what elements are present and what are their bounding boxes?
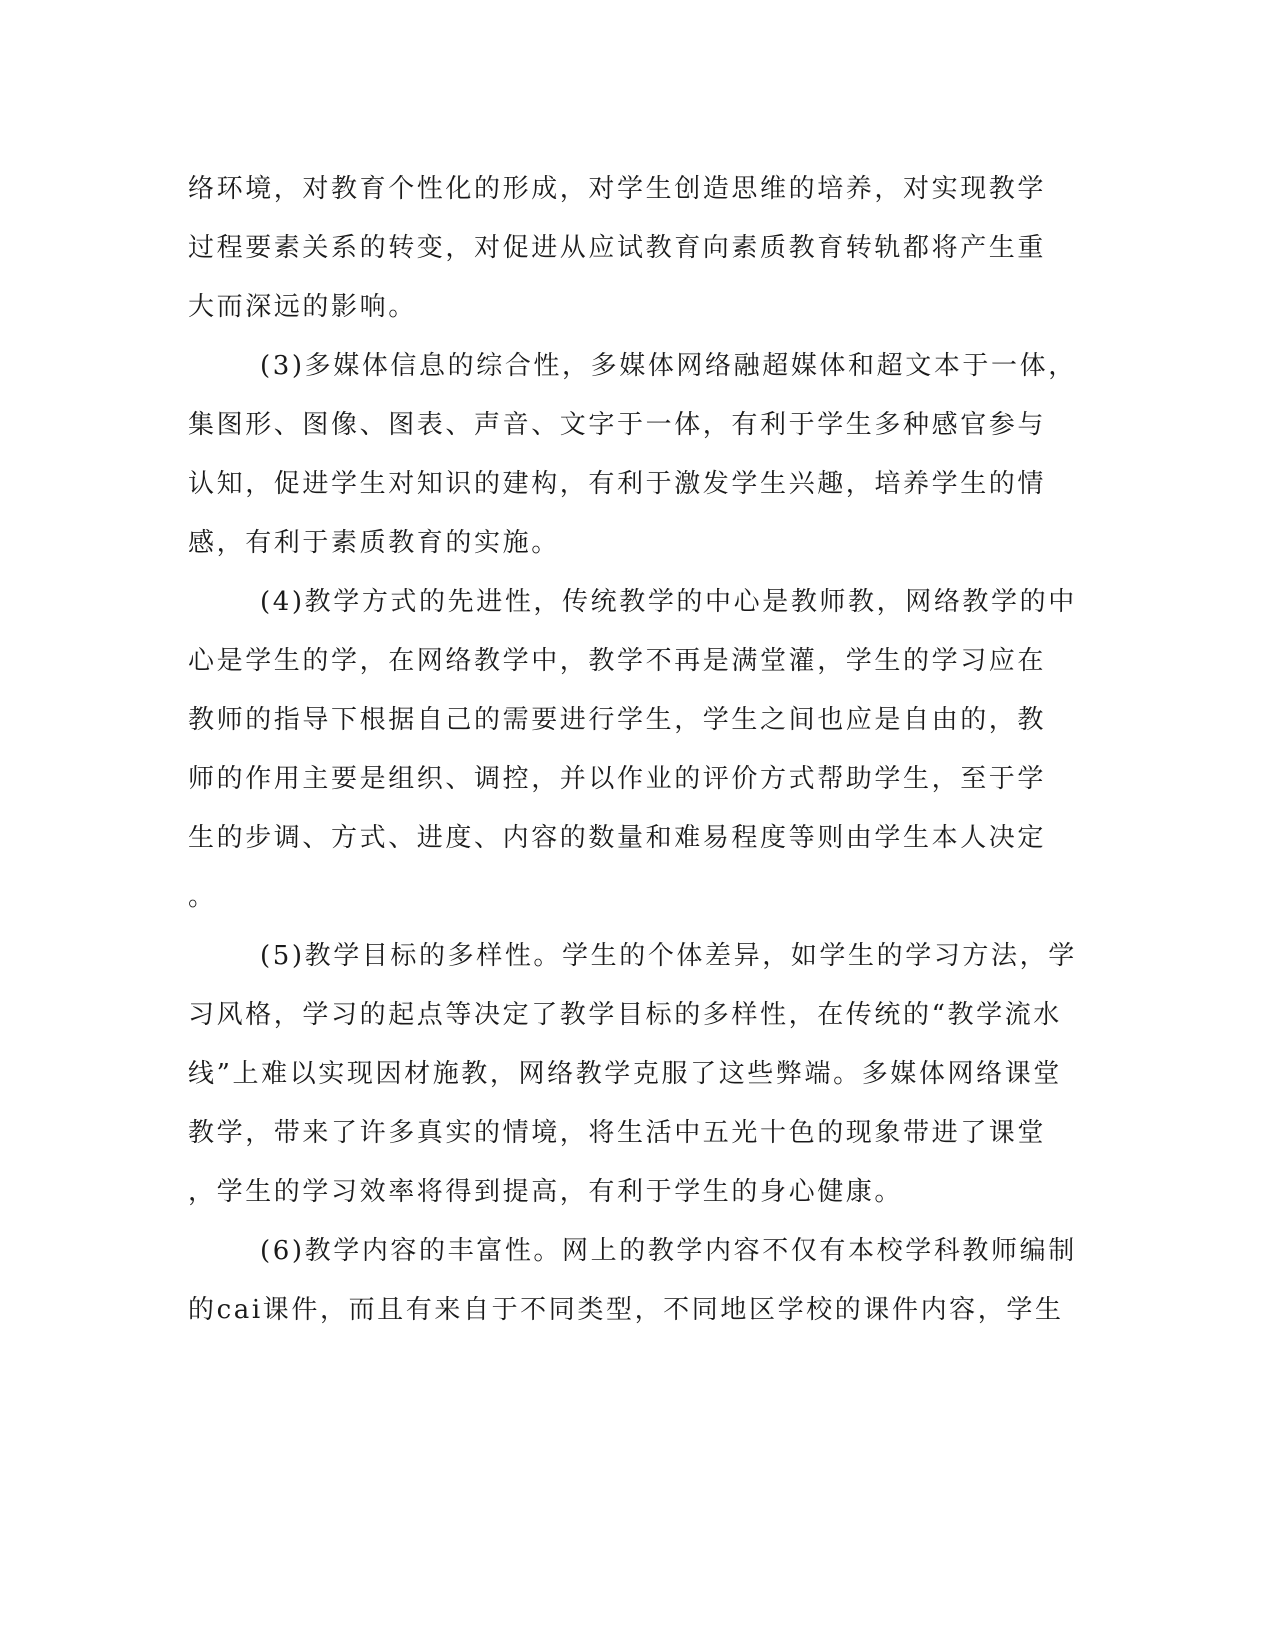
text-line: 认知，促进学生对知识的建构，有利于激发学生兴趣，培养学生的情 [188, 469, 1047, 499]
text-line: 感，有利于素质教育的实施。 [188, 528, 560, 558]
text-line: 心是学生的学，在网络教学中，教学不再是满堂灌，学生的学习应在 [188, 646, 1047, 676]
text-line: 过程要素关系的转变，对促进从应试教育向素质教育转轨都将产生重 [188, 233, 1047, 263]
paragraph-3-start: (3)多媒体信息的综合性，多媒体网络融超媒体和超文本于一体， [260, 351, 1077, 381]
paragraph-6-start: (6)教学内容的丰富性。网上的教学内容不仅有本校学科教师编制 [260, 1236, 1077, 1266]
text-line: 教学，带来了许多真实的情境，将生活中五光十色的现象带进了课堂 [188, 1118, 1047, 1148]
text-line: 的cai课件，而且有来自于不同类型，不同地区学校的课件内容，学生 [188, 1295, 1064, 1325]
paragraph-4-start: (4)教学方式的先进性，传统教学的中心是教师教，网络教学的中 [260, 587, 1077, 617]
text-line: 。 [188, 882, 217, 912]
text-line: 线”上难以实现因材施教，网络教学克服了这些弊端。多媒体网络课堂 [188, 1059, 1062, 1089]
text-line: ，学生的学习效率将得到提高，有利于学生的身心健康。 [188, 1177, 904, 1207]
text-line: 师的作用主要是组织、调控，并以作业的评价方式帮助学生，至于学 [188, 764, 1047, 794]
text-line: 络环境，对教育个性化的形成，对学生创造思维的培养，对实现教学 [188, 174, 1047, 204]
paragraph-5-start: (5)教学目标的多样性。学生的个体差异，如学生的学习方法，学 [260, 941, 1077, 971]
body-text [188, 160, 1088, 1340]
text-line: 大而深远的影响。 [188, 292, 417, 322]
text-line: 集图形、图像、图表、声音、文字于一体，有利于学生多种感官参与 [188, 410, 1047, 440]
text-line: 生的步调、方式、进度、内容的数量和难易程度等则由学生本人决定 [188, 823, 1047, 853]
text-line: 教师的指导下根据自己的需要进行学生，学生之间也应是自由的，教 [188, 705, 1047, 735]
text-line: 习风格，学习的起点等决定了教学目标的多样性，在传统的“教学流水 [188, 1000, 1062, 1030]
